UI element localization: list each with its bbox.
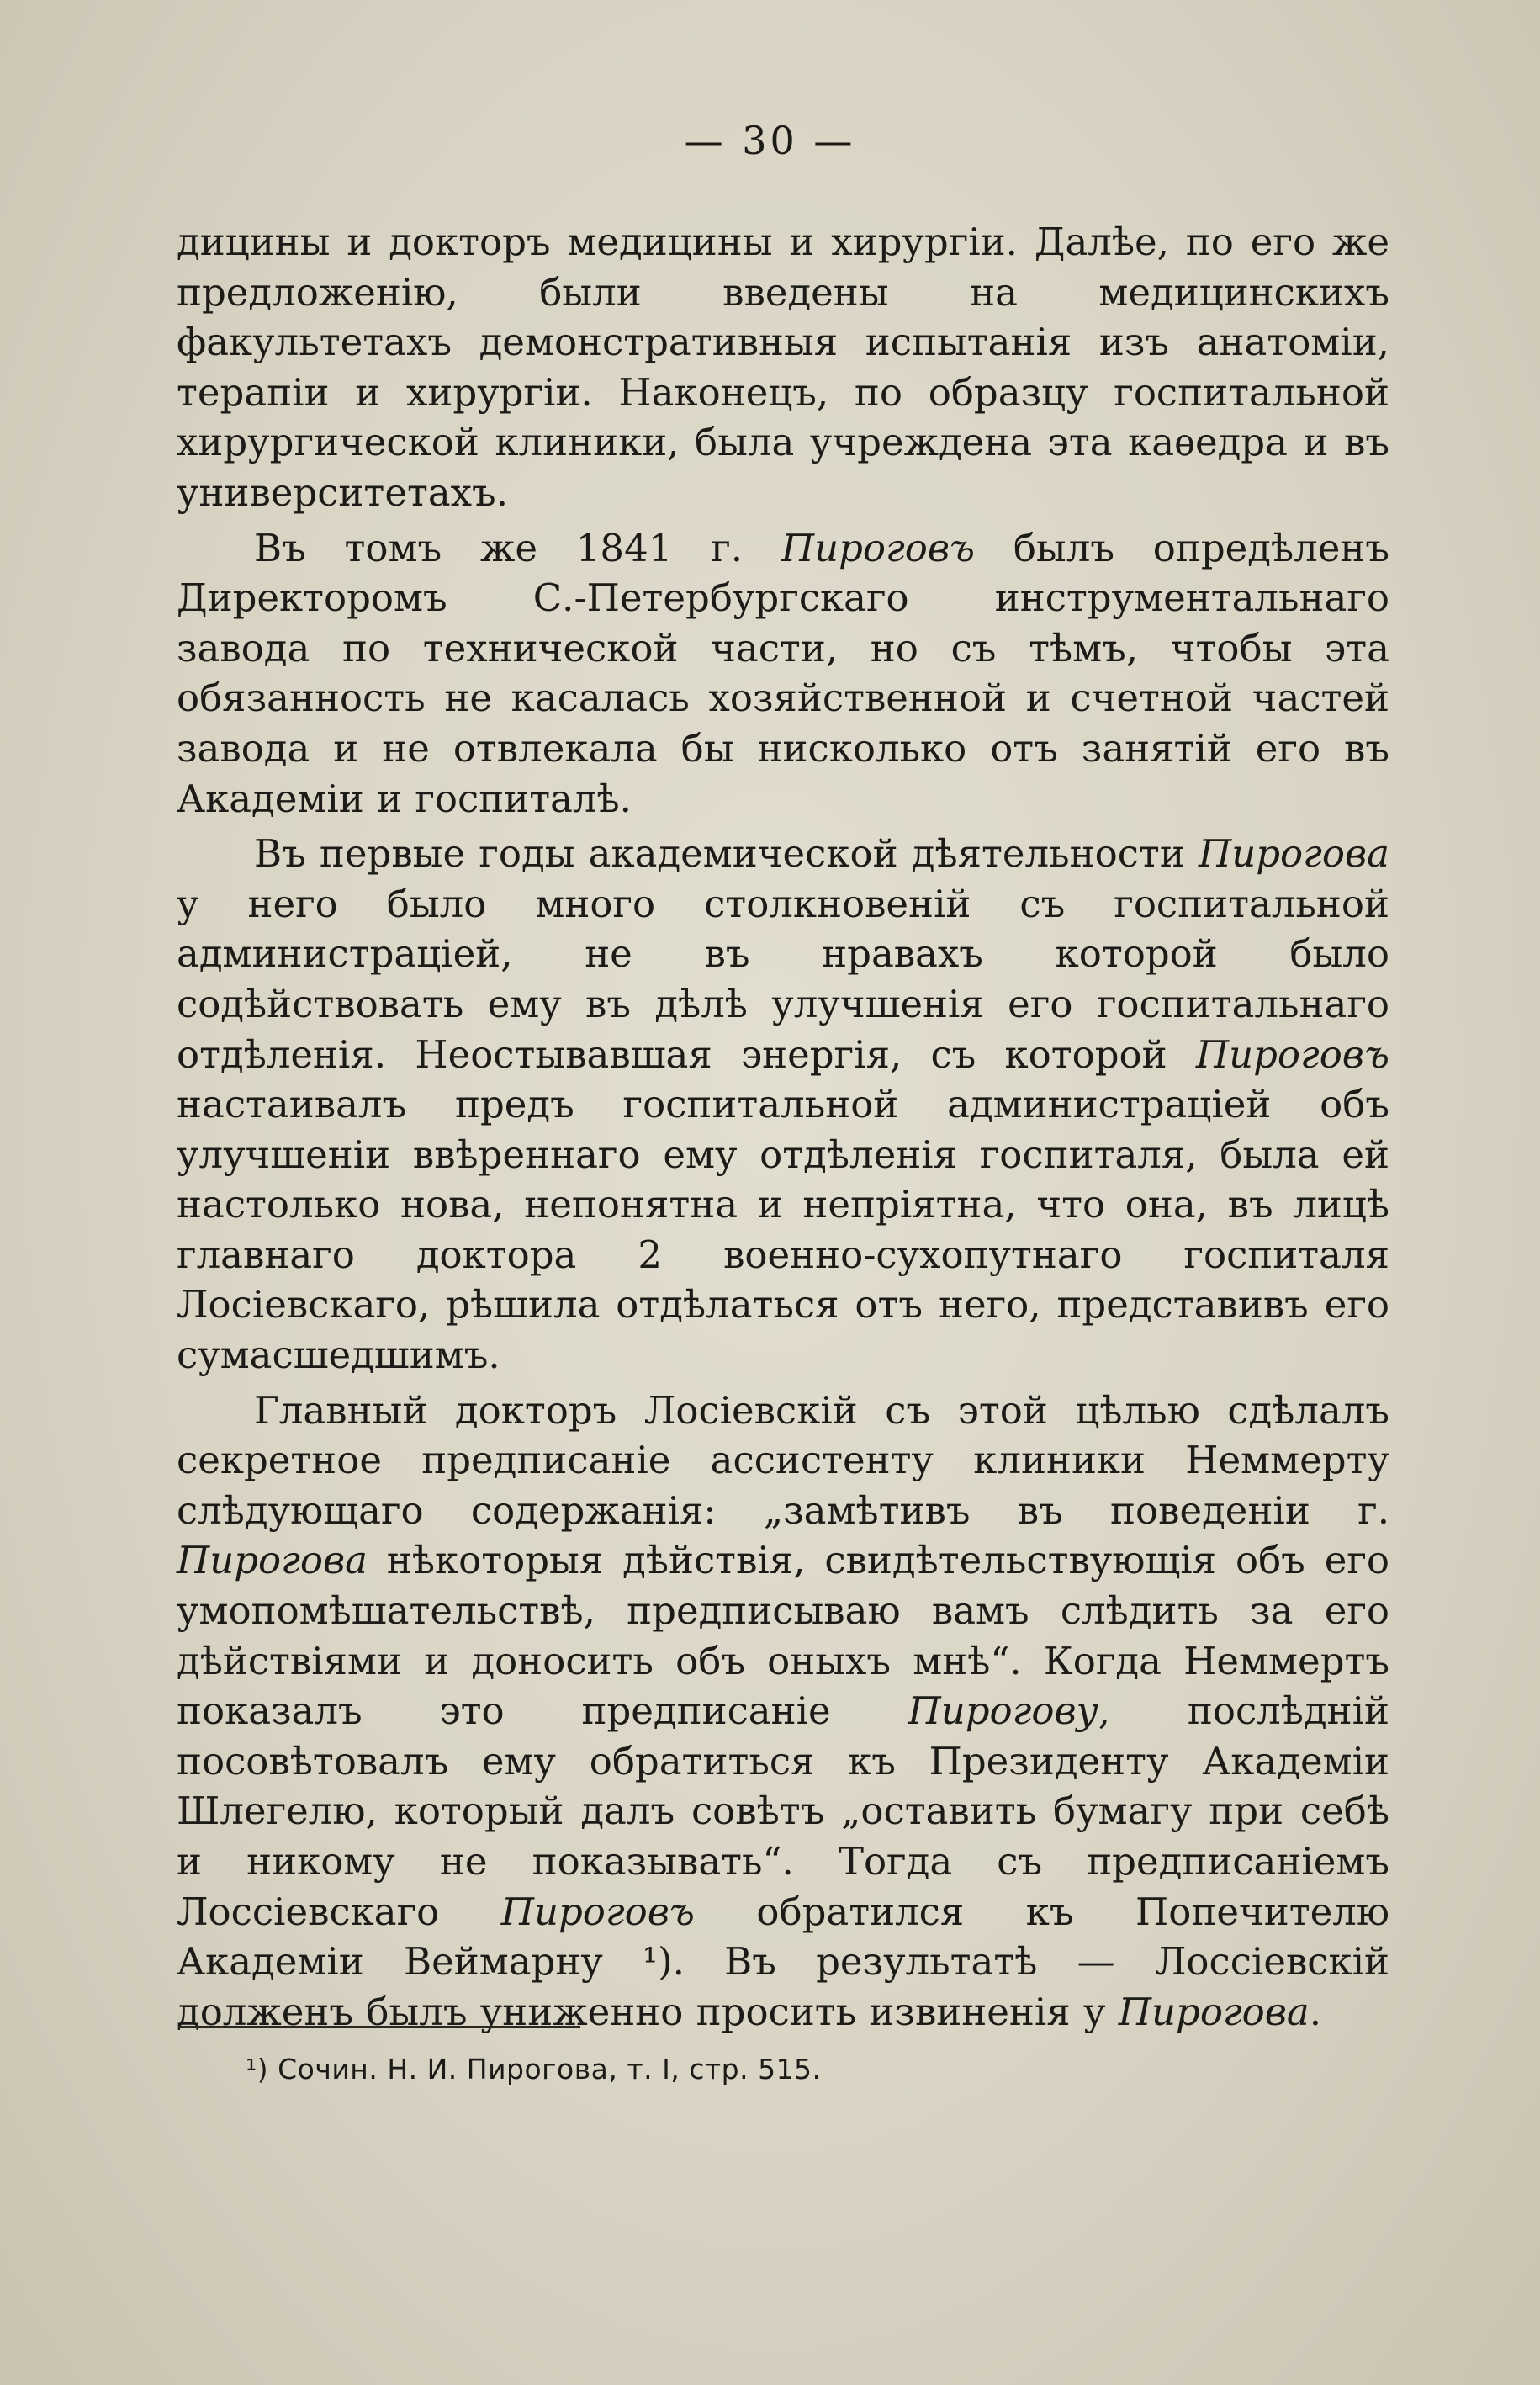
italic-name: Пироговъ <box>1195 1031 1389 1077</box>
italic-name: Пироговъ <box>500 1889 695 1934</box>
paragraph-1 <box>177 217 1389 518</box>
footnote: ¹) Сочин. Н. И. Пирогова, т. I, стр. 515. <box>246 2053 822 2086</box>
text-run: , послѣдній посовѣтовалъ ему обратиться къ Президенту Академіи Шлегелю, который далъ совѣтъ „оставить бумагу при себѣ и никому не показывать“. Тогда съ предписаніемъ Лоссіевскаго <box>177 1688 1389 1934</box>
footnote-divider <box>178 2026 580 2028</box>
paragraph-2 <box>177 523 1389 824</box>
body-text <box>177 217 1389 2042</box>
text-run: настаивалъ предъ госпитальной администраціей объ улучшеніи ввѣреннаго ему отдѣленія госпиталя, была ей настолько нова, непонятна и непріятна, что она, въ лицѣ главнаго доктора 2 военно-сухопутнаго госпиталя Лосіевскаго, рѣшила отдѣлаться отъ него, представивъ его сумасшедшимъ. <box>177 1082 1389 1378</box>
text-run: Въ первые годы академической дѣятельности <box>254 831 1199 877</box>
text-run: Главный докторъ Лосіевскій съ этой цѣлью сдѣлалъ секретное предписаніе ассистенту клиники Неммерту слѣдующаго содержанія: „замѣтивъ въ поведеніи г. <box>177 1387 1389 1533</box>
text-run: нѣкоторыя дѣйствія, свидѣтельствующія объ его умопомѣшательствѣ, предписываю вамъ слѣдить за его дѣйствіями и доносить объ оныхъ мнѣ“. Когда Неммертъ показалъ это предписаніе <box>177 1538 1389 1734</box>
text-run: дицины и докторъ медицины и хирургіи. Далѣе, по его же предложенію, были введены на медицинскихъ факультетахъ демонстративныя испытанія изъ анатоміи, терапіи и хирургіи. Наконецъ, по образцу госпитальной хирургической клиники, была учреждена эта каѳедра и въ университетахъ. <box>177 220 1389 515</box>
paragraph-3 <box>177 829 1389 1381</box>
text-run: Въ томъ же 1841 г. <box>254 525 781 570</box>
text-run: былъ опредѣленъ Директоромъ С.-Петербургскаго инструментальнаго завода по технической части, но съ тѣмъ, чтобы эта обязанность не касалась хозяйственной и счетной частей завода и не отвлекала бы нисколько отъ занятій его въ Академіи и госпиталѣ. <box>177 525 1389 821</box>
italic-name: Пирогова <box>1118 1989 1310 2034</box>
text-run: . <box>1309 1989 1322 2034</box>
italic-name: Пирогова <box>1199 831 1389 877</box>
italic-name: Пирогова <box>177 1538 368 1583</box>
paragraph-4 <box>177 1386 1389 2038</box>
italic-name: Пирогову <box>908 1688 1098 1734</box>
italic-name: Пироговъ <box>781 525 976 570</box>
page-number: — 30 — <box>684 118 856 163</box>
text-run: у него было много столкновеній съ госпитальной администраціей, не въ нравахъ которой было содѣйствовать ему въ дѣлѣ улучшенія его госпитальнаго отдѣленія. Неостывавшая энергія, съ которой <box>177 881 1389 1077</box>
text-run: обратился къ Попечителю Академіи Веймарну ¹). Въ результатѣ — Лоссіевскій долженъ былъ униженно просить извиненія у <box>177 1889 1389 2034</box>
